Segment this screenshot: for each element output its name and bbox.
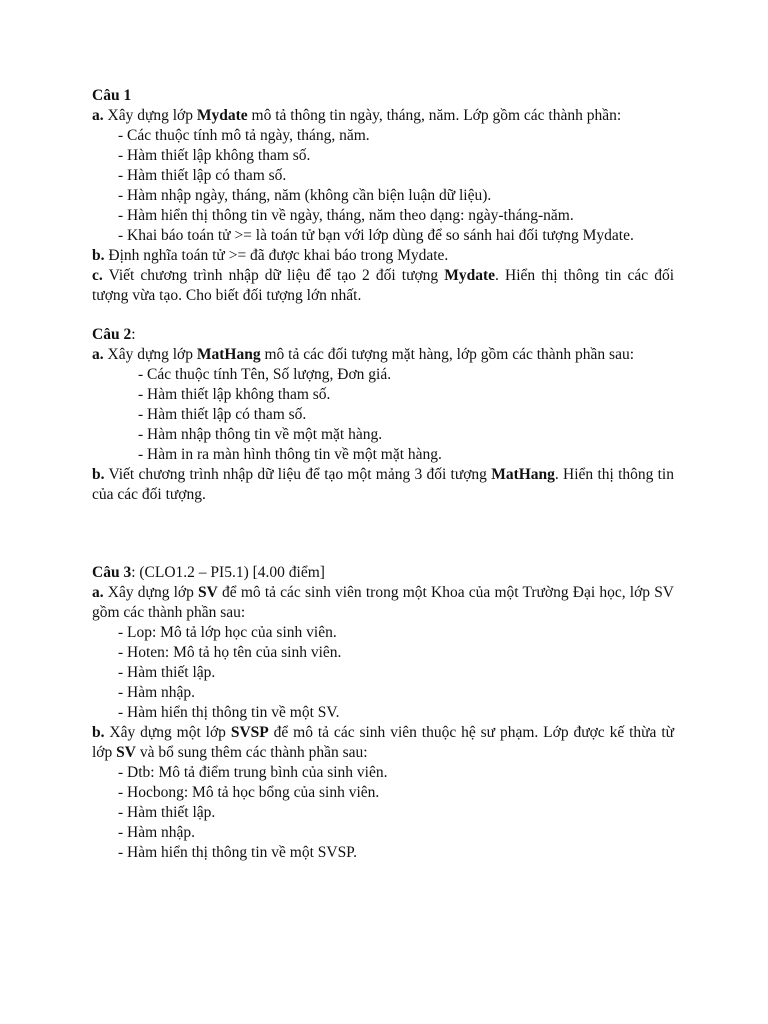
question-1-items	[92, 126, 674, 246]
document-page	[92, 86, 674, 863]
list-item: - Hàm hiển thị thông tin về một SVSP.	[118, 844, 357, 861]
question-1-title: Câu 1	[92, 87, 132, 104]
spacer	[92, 505, 674, 563]
question-3	[92, 563, 674, 863]
list-item: - Hàm thiết lập không tham số.	[138, 386, 331, 403]
list-item: - Hàm hiển thị thông tin về một SV.	[118, 704, 340, 721]
question-3-title: Câu 3: (CLO1.2 – PI5.1) [4.00 điểm]	[92, 564, 325, 581]
question-1-part-b: b. Định nghĩa toán tử >= đã được khai báo trong Mydate.	[92, 247, 449, 264]
list-item: - Hàm nhập ngày, tháng, năm (không cần biện luận dữ liệu).	[118, 187, 492, 204]
list-item: - Hàm thiết lập không tham số.	[118, 147, 311, 164]
list-item: - Hocbong: Mô tả học bổng của sinh viên.	[118, 784, 380, 801]
list-item: - Hoten: Mô tả họ tên của sinh viên.	[118, 644, 342, 661]
list-item: - Hàm thiết lập.	[118, 804, 216, 821]
list-item: - Hàm nhập.	[118, 824, 196, 841]
question-3-b-items	[92, 763, 674, 863]
list-item: - Lop: Mô tả lớp học của sinh viên.	[118, 624, 337, 641]
list-item: - Dtb: Mô tả điểm trung bình của sinh viên.	[118, 764, 388, 781]
question-3-part-b: b. Xây dựng một lớp SVSP để mô tả các sinh viên thuộc hệ sư phạm. Lớp được kế thừa từ lớp SV và bổ sung thêm các thành phần sau:	[92, 724, 675, 761]
question-1-part-c: c. Viết chương trình nhập dữ liệu để tạo 2 đối tượng Mydate. Hiển thị thông tin các đối tượng vừa tạo. Cho biết đối tượng lớn nhất.	[92, 267, 674, 304]
question-2-part-a: a. Xây dựng lớp MatHang mô tả các đối tượng mặt hàng, lớp gồm các thành phần sau:	[92, 346, 635, 363]
question-2-items	[92, 365, 674, 465]
question-1	[92, 86, 674, 306]
question-2-title: Câu 2:	[92, 326, 136, 343]
question-2-part-b: b. Viết chương trình nhập dữ liệu để tạo một mảng 3 đối tượng MatHang. Hiển thị thông tin của các đối tượng.	[92, 466, 674, 503]
list-item: - Hàm nhập.	[118, 684, 196, 701]
spacer	[92, 306, 674, 325]
list-item: - Khai báo toán tử >= là toán tử bạn với lớp dùng để so sánh hai đối tượng Mydate.	[118, 227, 634, 244]
list-item: - Các thuộc tính mô tả ngày, tháng, năm.	[118, 127, 370, 144]
question-3-a-items	[92, 623, 674, 723]
list-item: - Hàm thiết lập có tham số.	[138, 406, 307, 423]
list-item: - Hàm thiết lập.	[118, 664, 216, 681]
question-1-part-a: a. Xây dựng lớp Mydate mô tả thông tin ngày, tháng, năm. Lớp gồm các thành phần:	[92, 107, 622, 124]
list-item: - Hàm nhập thông tin về một mặt hàng.	[138, 426, 383, 443]
list-item: - Các thuộc tính Tên, Số lượng, Đơn giá.	[138, 366, 392, 383]
list-item: - Hàm thiết lập có tham số.	[118, 167, 287, 184]
list-item: - Hàm hiển thị thông tin về ngày, tháng, năm theo dạng: ngày-tháng-năm.	[118, 207, 574, 224]
list-item: - Hàm in ra màn hình thông tin về một mặt hàng.	[138, 446, 442, 463]
question-3-part-a: a. Xây dựng lớp SV để mô tả các sinh viên trong một Khoa của một Trường Đại học, lớp SV gồm các thành phần sau:	[92, 584, 675, 621]
question-2	[92, 325, 674, 505]
